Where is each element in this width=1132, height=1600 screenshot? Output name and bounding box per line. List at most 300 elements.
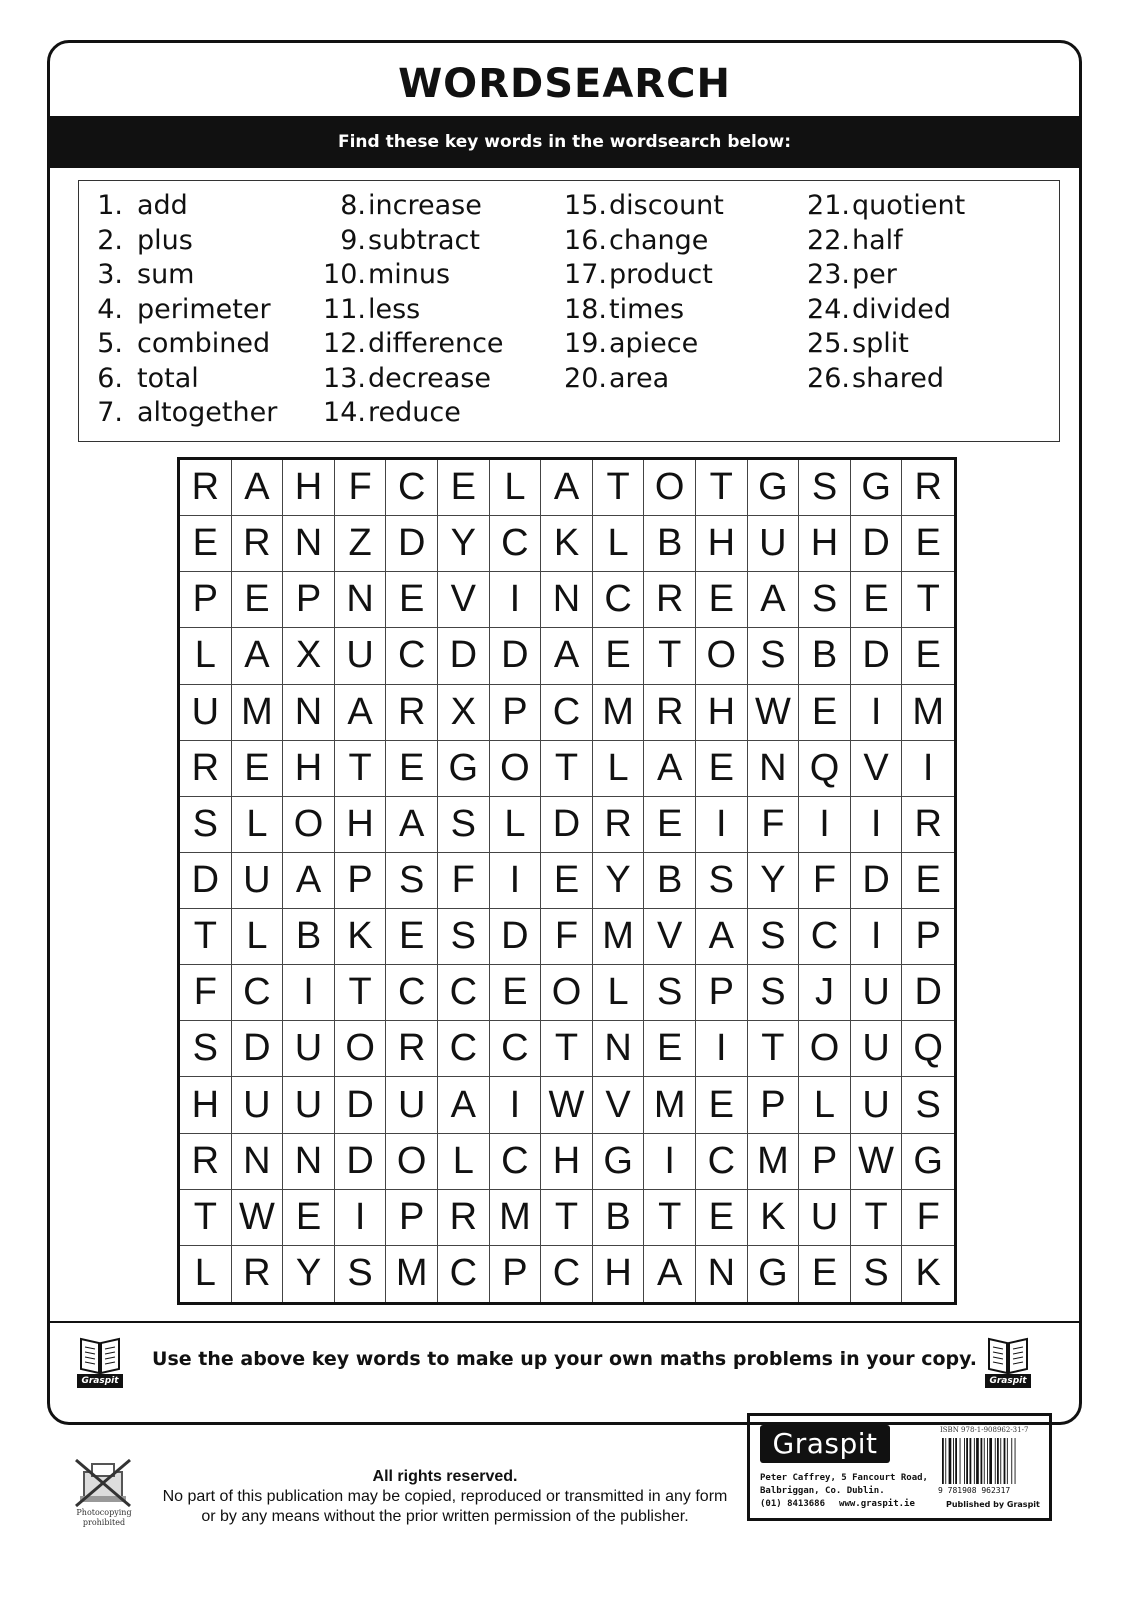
barcode-bar — [1011, 1438, 1012, 1484]
key-word-item — [311, 258, 504, 293]
grid-cell: C — [438, 1021, 490, 1077]
grid-cell: E — [696, 1077, 748, 1133]
grid-cell: T — [541, 741, 593, 797]
key-word: increase — [368, 190, 482, 221]
grid-cell: P — [180, 572, 232, 628]
grid-cell: W — [232, 1190, 284, 1246]
grid-cell: C — [541, 685, 593, 741]
grid-cell: R — [180, 460, 232, 516]
key-word-item — [563, 224, 724, 259]
key-word: times — [609, 293, 685, 325]
grid-cell: A — [748, 572, 800, 628]
grid-cell: M — [386, 1246, 438, 1302]
grid-cell: D — [490, 628, 542, 684]
grid-cell: E — [490, 965, 542, 1021]
grid-cell: A — [644, 1246, 696, 1302]
grid-cell: G — [748, 460, 800, 516]
key-word-number: 16. — [564, 224, 607, 256]
grid-cell: T — [644, 1190, 696, 1246]
footer-divider — [50, 1321, 1079, 1323]
grid-cell: C — [490, 516, 542, 572]
grid-cell: T — [851, 1190, 903, 1246]
key-word: discount — [609, 190, 724, 221]
barcode-bar — [970, 1438, 972, 1484]
key-word-number: 24. — [807, 293, 850, 325]
grid-cell: A — [386, 797, 438, 853]
grid-cell: T — [541, 1021, 593, 1077]
key-word: product — [609, 259, 713, 290]
key-word-number: 25. — [807, 328, 850, 359]
grid-cell: S — [799, 572, 851, 628]
grid-cell: T — [748, 1021, 800, 1077]
grid-cell: T — [180, 1190, 232, 1246]
key-word-number: 10. — [323, 259, 366, 290]
grid-cell: T — [335, 741, 387, 797]
key-word: shared — [852, 362, 944, 394]
grid-cell: P — [902, 909, 954, 965]
grid-cell: O — [335, 1021, 387, 1077]
grid-cell: L — [799, 1077, 851, 1133]
grid-cell: V — [644, 909, 696, 965]
grid-cell: A — [335, 685, 387, 741]
key-word: total — [137, 362, 199, 394]
grid-cell: C — [386, 628, 438, 684]
grid-cell: N — [283, 685, 335, 741]
grid-cell: S — [180, 1021, 232, 1077]
grid-cell: T — [696, 460, 748, 516]
key-word-item — [91, 224, 277, 259]
grid-cell: C — [593, 572, 645, 628]
grid-cell: U — [386, 1077, 438, 1133]
key-word-item — [806, 327, 965, 362]
grid-cell: G — [748, 1246, 800, 1302]
grid-cell: L — [593, 741, 645, 797]
grid-cell: E — [696, 572, 748, 628]
key-word: half — [852, 224, 903, 256]
word-column-3 — [563, 189, 724, 396]
grid-cell: U — [335, 628, 387, 684]
grid-cell: E — [902, 853, 954, 909]
key-word-number: 21. — [807, 190, 850, 221]
barcode-bar — [984, 1438, 985, 1484]
key-word-number: 9. — [340, 224, 366, 256]
grid-cell: R — [232, 1246, 284, 1302]
grid-cell: S — [696, 853, 748, 909]
grid-cell: D — [902, 965, 954, 1021]
grid-cell: Y — [748, 853, 800, 909]
grid-cell: N — [283, 1134, 335, 1190]
grid-cell: H — [696, 685, 748, 741]
grid-cell: P — [748, 1077, 800, 1133]
key-word-item — [563, 189, 724, 224]
grid-cell: W — [541, 1077, 593, 1133]
grid-cell: B — [644, 516, 696, 572]
grid-cell: T — [541, 1190, 593, 1246]
grid-cell: N — [283, 516, 335, 572]
key-word: apiece — [609, 328, 699, 359]
instruction-bar: Find these key words in the wordsearch below: — [50, 116, 1079, 168]
key-word: reduce — [368, 397, 461, 428]
grid-cell: D — [180, 853, 232, 909]
grid-cell: I — [490, 853, 542, 909]
grid-cell: F — [335, 460, 387, 516]
grid-cell: U — [283, 1021, 335, 1077]
grid-cell: E — [902, 516, 954, 572]
grid-cell: U — [748, 516, 800, 572]
word-column-1 — [91, 189, 277, 431]
grid-cell: H — [283, 460, 335, 516]
page-title: WORDSEARCH — [398, 61, 731, 107]
grid-cell: E — [593, 628, 645, 684]
grid-cell: E — [541, 853, 593, 909]
key-word-number: 15. — [564, 190, 607, 221]
grid-cell: C — [386, 460, 438, 516]
key-word-item — [91, 362, 277, 397]
grid-cell: S — [902, 1077, 954, 1133]
grid-cell: A — [232, 628, 284, 684]
key-word: area — [609, 362, 670, 394]
grid-cell: K — [541, 516, 593, 572]
grid-cell: D — [851, 853, 903, 909]
grid-cell: U — [851, 1021, 903, 1077]
barcode-bar — [987, 1438, 988, 1484]
grid-cell: E — [799, 685, 851, 741]
grid-cell: S — [748, 909, 800, 965]
grid-cell: I — [335, 1190, 387, 1246]
grid-cell: R — [902, 797, 954, 853]
key-word-number: 2. — [97, 224, 123, 256]
publisher-address — [760, 1472, 930, 1511]
barcode-bar — [955, 1438, 957, 1484]
grid-cell: S — [438, 797, 490, 853]
grid-cell: M — [593, 685, 645, 741]
grid-cell: I — [851, 797, 903, 853]
grid-cell: P — [696, 965, 748, 1021]
grid-cell: V — [593, 1077, 645, 1133]
key-word-number: 18. — [564, 293, 607, 325]
key-word: subtract — [368, 224, 480, 256]
key-word-item — [806, 362, 965, 397]
grid-cell: I — [696, 797, 748, 853]
grid-cell: Q — [902, 1021, 954, 1077]
grid-cell: S — [386, 853, 438, 909]
grid-cell: S — [851, 1246, 903, 1302]
grid-cell: D — [335, 1134, 387, 1190]
key-word: divided — [852, 293, 952, 325]
barcode-bar — [976, 1438, 979, 1484]
key-word-item — [563, 362, 724, 397]
grid-cell: W — [748, 685, 800, 741]
grid-cell: D — [232, 1021, 284, 1077]
grid-cell: N — [696, 1246, 748, 1302]
grid-cell: D — [490, 909, 542, 965]
grid-cell: N — [335, 572, 387, 628]
grid-cell: A — [438, 1077, 490, 1133]
barcode-bar — [953, 1438, 954, 1484]
grid-cell: F — [438, 853, 490, 909]
grid-cell: R — [386, 1021, 438, 1077]
grid-cell: E — [386, 572, 438, 628]
key-word: quotient — [852, 190, 966, 221]
word-column-4 — [806, 189, 965, 396]
copyright-notice — [155, 1467, 735, 1527]
contact-line — [760, 1498, 930, 1511]
grid-cell: C — [541, 1246, 593, 1302]
barcode-bar — [1004, 1438, 1006, 1484]
grid-cell: G — [851, 460, 903, 516]
key-word: perimeter — [137, 293, 271, 325]
key-word-item — [806, 224, 965, 259]
key-words-box — [78, 180, 1060, 442]
grid-cell: I — [851, 685, 903, 741]
wordsearch-grid — [177, 457, 957, 1305]
grid-cell: H — [335, 797, 387, 853]
grid-cell: O — [386, 1134, 438, 1190]
key-word-number: 3. — [97, 259, 123, 290]
grid-cell: P — [490, 685, 542, 741]
grid-cell: D — [851, 516, 903, 572]
grid-cell: U — [180, 685, 232, 741]
grid-cell: F — [180, 965, 232, 1021]
grid-cell: P — [335, 853, 387, 909]
grid-cell: D — [541, 797, 593, 853]
grid-cell: D — [386, 516, 438, 572]
grid-cell: E — [232, 741, 284, 797]
grid-cell: M — [593, 909, 645, 965]
grid-cell: U — [799, 1190, 851, 1246]
key-word-number: 4. — [97, 293, 123, 325]
copyright-body: No part of this publication may be copied, reproduced or transmitted in any form or by any means without the prior written permission of the publisher. — [162, 1488, 728, 1525]
grid-cell: A — [232, 460, 284, 516]
address-line-2: Balbriggan, Co. Dublin. — [760, 1486, 885, 1496]
grid-cell: L — [490, 460, 542, 516]
grid-cell: L — [593, 965, 645, 1021]
grid-cell: C — [232, 965, 284, 1021]
grid-cell: O — [490, 741, 542, 797]
grid-cell: O — [541, 965, 593, 1021]
bottom-message: Use the above key words to make up your own maths problems in your copy. — [152, 1348, 977, 1370]
grid-cell: Y — [438, 516, 490, 572]
grid-cell: S — [335, 1246, 387, 1302]
worksheet-frame — [47, 40, 1082, 1425]
barcode-bar — [949, 1438, 952, 1484]
barcode-icon — [940, 1438, 1040, 1484]
grid-cell: L — [180, 1246, 232, 1302]
grid-cell: W — [851, 1134, 903, 1190]
key-word-number: 26. — [807, 362, 850, 394]
grid-cell: A — [541, 460, 593, 516]
grid-cell: R — [593, 797, 645, 853]
grid-cell: D — [438, 628, 490, 684]
key-word-number: 22. — [807, 224, 850, 256]
key-word-number: 11. — [323, 293, 366, 325]
grid-cell: U — [232, 1077, 284, 1133]
barcode-bar — [964, 1438, 965, 1484]
key-word-item — [806, 189, 965, 224]
grid-cell: M — [748, 1134, 800, 1190]
grid-cell: R — [180, 741, 232, 797]
key-word-number: 6. — [97, 362, 123, 394]
grid-cell: P — [799, 1134, 851, 1190]
grid-cell: G — [902, 1134, 954, 1190]
key-word-number: 7. — [97, 397, 123, 428]
grid-cell: I — [851, 909, 903, 965]
key-word-number: 23. — [807, 259, 850, 290]
grid-cell: I — [490, 1077, 542, 1133]
grid-cell: R — [644, 572, 696, 628]
grid-cell: L — [490, 797, 542, 853]
grid-cell: U — [283, 1077, 335, 1133]
key-word: plus — [137, 224, 193, 256]
grid-cell: E — [902, 628, 954, 684]
grid-cell: E — [696, 1190, 748, 1246]
key-word-item — [563, 258, 724, 293]
grid-cell: I — [902, 741, 954, 797]
grid-cell: I — [283, 965, 335, 1021]
key-word: altogether — [137, 397, 278, 428]
key-word: less — [368, 293, 421, 325]
key-word-number: 8. — [340, 190, 366, 221]
grid-cell: E — [799, 1246, 851, 1302]
barcode-bar — [974, 1438, 975, 1484]
grid-cell: R — [438, 1190, 490, 1246]
grid-cell: H — [541, 1134, 593, 1190]
key-word-number: 1. — [97, 190, 123, 221]
grid-cell: M — [232, 685, 284, 741]
grid-cell: H — [696, 516, 748, 572]
grid-cell: E — [283, 1190, 335, 1246]
key-word-item — [91, 293, 277, 328]
grid-cell: S — [644, 965, 696, 1021]
key-word: split — [852, 328, 909, 359]
publisher-website: www.graspit.ie — [839, 1499, 915, 1509]
grid-cell: I — [696, 1021, 748, 1077]
grid-cell: M — [644, 1077, 696, 1133]
grid-cell: F — [748, 797, 800, 853]
key-word: difference — [368, 328, 504, 359]
grid-cell: H — [180, 1077, 232, 1133]
grid-cell: R — [644, 685, 696, 741]
grid-cell: R — [386, 685, 438, 741]
grid-cell: X — [438, 685, 490, 741]
grid-cell: O — [799, 1021, 851, 1077]
key-word-item — [91, 189, 277, 224]
isbn-label: ISBN 978-1-908962-31-7 — [940, 1426, 1029, 1434]
key-word-number: 17. — [564, 259, 607, 290]
grid-cell: A — [541, 628, 593, 684]
key-word-item — [91, 258, 277, 293]
grid-cell: K — [915, 1252, 941, 1295]
key-word-item — [311, 293, 504, 328]
grid-cell: K — [335, 909, 387, 965]
grid-cell: T — [644, 628, 696, 684]
grid-cell: K — [748, 1190, 800, 1246]
book-logo-label: Graspit — [985, 1374, 1031, 1388]
grid-cell: D — [851, 628, 903, 684]
barcode-bar — [942, 1438, 944, 1484]
grid-cell: J — [799, 965, 851, 1021]
photocopying-caption: Photocopying prohibited — [76, 1508, 132, 1527]
grid-cell: N — [232, 1134, 284, 1190]
grid-cell: T — [335, 965, 387, 1021]
grid-cell: D — [335, 1077, 387, 1133]
grid-cell: P — [490, 1246, 542, 1302]
grid-cell: B — [593, 1190, 645, 1246]
grid-cell: T — [902, 572, 954, 628]
key-word-item — [91, 396, 277, 431]
key-word: per — [852, 259, 897, 290]
grid-cell: H — [283, 741, 335, 797]
grid-cell: E — [438, 460, 490, 516]
grid-cell: A — [644, 741, 696, 797]
grid-cell: P — [386, 1190, 438, 1246]
grid-cell: E — [386, 909, 438, 965]
key-word-number: 12. — [323, 328, 366, 359]
grid-cell: Y — [593, 853, 645, 909]
grid-cell: A — [696, 909, 748, 965]
grid-cell: A — [283, 853, 335, 909]
grid-cell: S — [438, 909, 490, 965]
grid-cell: N — [593, 1021, 645, 1077]
grid-cell: E — [386, 741, 438, 797]
key-word-item — [806, 293, 965, 328]
key-word-number: 19. — [564, 328, 607, 359]
grid-cell: I — [644, 1134, 696, 1190]
grid-cell: U — [851, 1077, 903, 1133]
grid-cell: E — [644, 1021, 696, 1077]
grid-cell: B — [644, 853, 696, 909]
grid-cell: Z — [335, 516, 387, 572]
grid-cell: S — [180, 797, 232, 853]
grid-cell: G — [593, 1134, 645, 1190]
barcode-bar — [1015, 1438, 1016, 1484]
barcode-bar — [1007, 1438, 1008, 1484]
grid-cell: E — [644, 797, 696, 853]
grid-cell: T — [593, 460, 645, 516]
grid-cell: Y — [283, 1246, 335, 1302]
key-word-number: 13. — [323, 362, 366, 394]
barcode-bar — [1000, 1438, 1001, 1484]
key-word: add — [137, 190, 188, 221]
photocopying-prohibited-icon — [72, 1458, 134, 1508]
publisher-phone: (01) 8413686 — [760, 1499, 826, 1509]
key-word-item — [563, 327, 724, 362]
grid-cell: N — [541, 572, 593, 628]
barcode-bar — [997, 1438, 999, 1484]
grid-cell: C — [438, 1246, 490, 1302]
grid-cell: X — [283, 628, 335, 684]
word-column-2 — [311, 189, 504, 431]
grid-cell: L — [180, 628, 232, 684]
book-logo-label: Graspit — [77, 1374, 123, 1388]
barcode-bar — [989, 1438, 992, 1484]
barcode-bar — [966, 1438, 968, 1484]
grid-cell: C — [490, 1134, 542, 1190]
grid-cell: M — [490, 1190, 542, 1246]
grid-cell: P — [283, 572, 335, 628]
grid-cell: N — [748, 741, 800, 797]
grid-cell: L — [438, 1134, 490, 1190]
key-word: minus — [368, 259, 451, 290]
grid-cell: I — [799, 797, 851, 853]
key-word: sum — [137, 259, 195, 290]
grid-cell: O — [283, 797, 335, 853]
publisher-info — [747, 1413, 1052, 1521]
grid-cell: E — [696, 741, 748, 797]
rights-reserved: All rights reserved. — [372, 1468, 518, 1485]
key-word: combined — [137, 328, 271, 359]
published-by: Published by Graspit — [946, 1500, 1040, 1509]
